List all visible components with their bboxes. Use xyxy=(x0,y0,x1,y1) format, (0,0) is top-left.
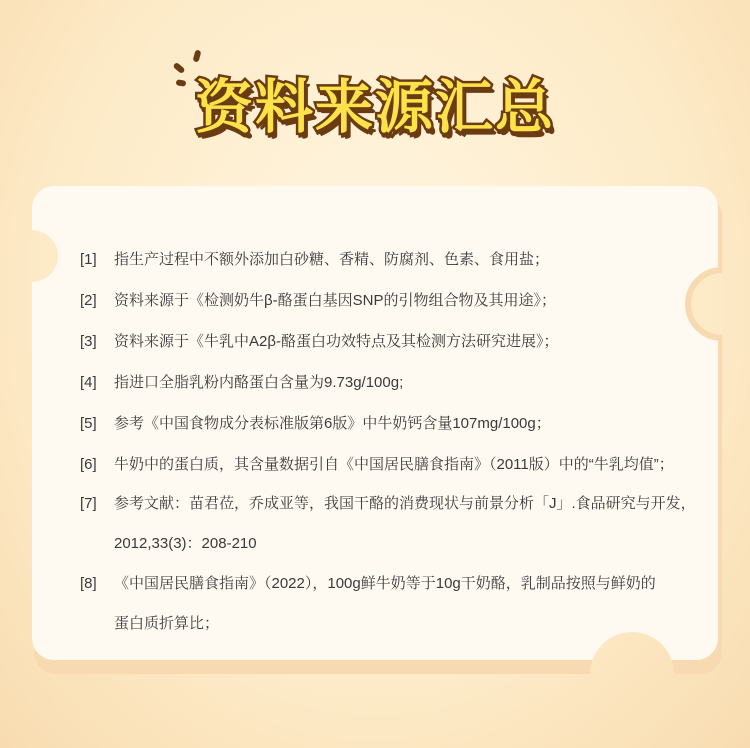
reference-text: 参考《中国食物成分表标准版第6版》中牛奶钙含量107mg/100g； xyxy=(114,415,551,432)
title-area xyxy=(0,62,750,142)
reference-number: [8] xyxy=(80,575,97,592)
reference-number: [4] xyxy=(80,374,97,391)
reference-number: [1] xyxy=(80,251,97,268)
reference-item xyxy=(80,373,404,393)
reference-text: 指生产过程中不额外添加白砂糖、香精、防腐剂、色素、食用盐； xyxy=(114,251,550,268)
reference-number: [7] xyxy=(80,495,97,512)
reference-item xyxy=(80,250,550,270)
reference-text-continued: 蛋白质折算比； xyxy=(114,615,220,632)
reference-item xyxy=(80,414,551,434)
reference-text: 资料来源于《检测奶牛β-酪蛋白基因SNP的引物组合物及其用途》； xyxy=(114,292,556,309)
reference-item xyxy=(80,455,674,475)
reference-text: 资料来源于《牛乳中A2β-酪蛋白功效特点及其检测方法研究进展》； xyxy=(114,333,559,350)
reference-item xyxy=(80,574,656,632)
reference-item xyxy=(80,291,556,311)
reference-text-continued: 2012,33(3)：208-210 xyxy=(114,535,257,552)
reference-text: 牛奶中的蛋白质，其含量数据引自《中国居民膳食指南》（2011版）中的“牛乳均值”； xyxy=(114,456,674,473)
page-title: 资料来源汇总 xyxy=(194,73,555,141)
reference-item xyxy=(80,332,559,352)
reference-item xyxy=(80,494,696,552)
reference-text: 《中国居民膳食指南》（2022），100g鲜牛奶等于10g干奶酪，乳制品按照与鲜奶的 xyxy=(114,575,656,592)
reference-number: [2] xyxy=(80,292,97,309)
reference-number: [6] xyxy=(80,456,97,473)
reference-number: [3] xyxy=(80,333,97,350)
reference-text: 参考文献：苗君莅，乔成亚等，我国干酪的消费现状与前景分析「J」.食品研究与开发， xyxy=(114,495,696,512)
reference-text: 指进口全脂乳粉内酪蛋白含量为9.73g/100g; xyxy=(114,374,404,391)
reference-number: [5] xyxy=(80,415,97,432)
